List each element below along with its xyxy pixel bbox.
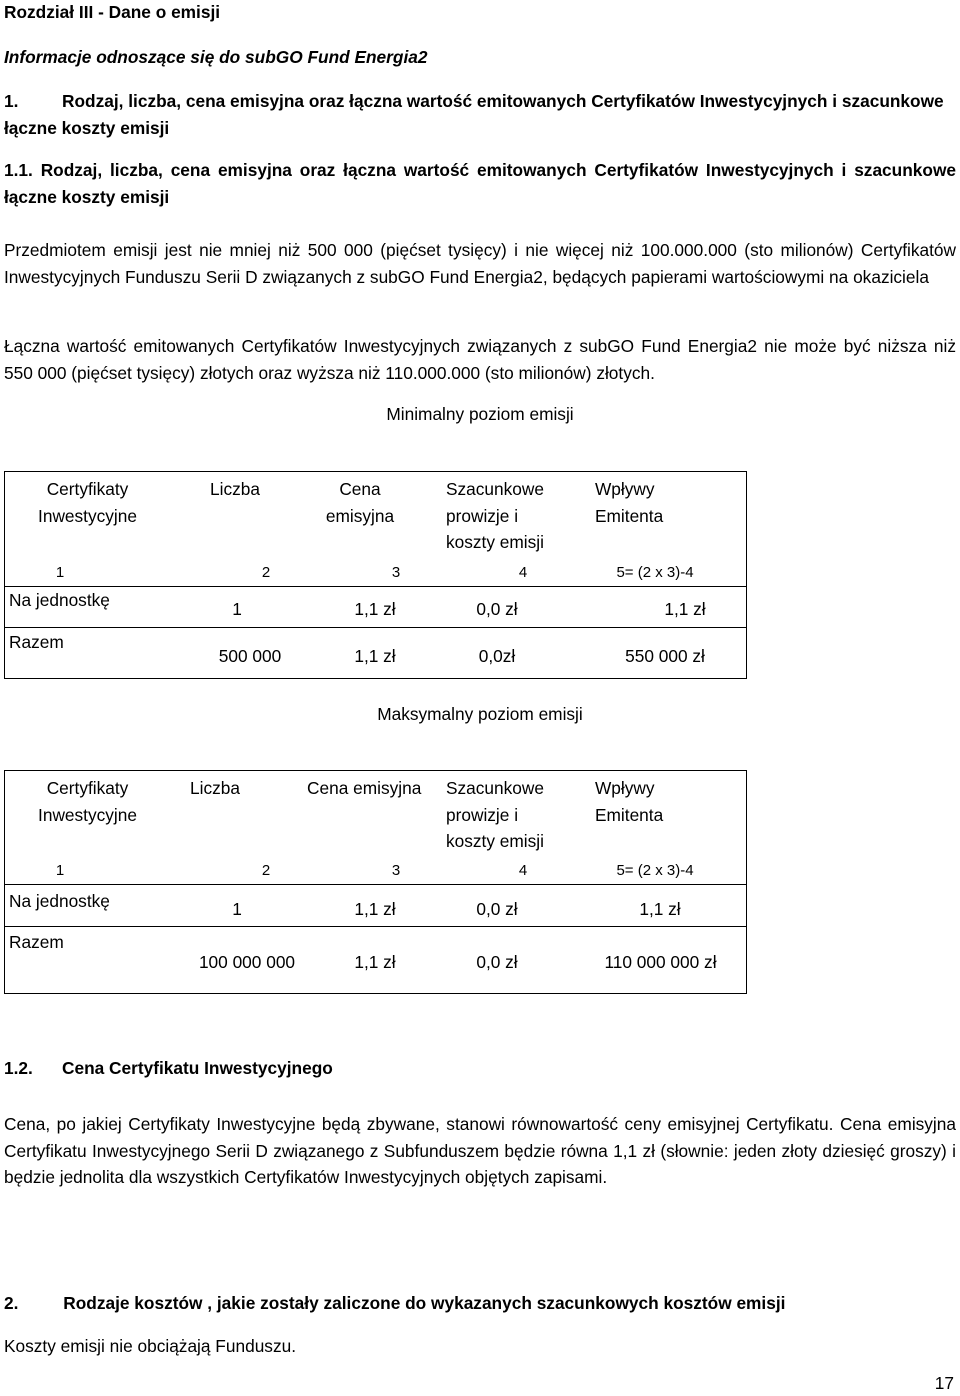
row-unit-wplywy: 1,1 zł [639,899,681,919]
col-number-2: 2 [261,564,271,581]
section-1-2-number: 1.2. [4,1058,33,1078]
row-unit-liczba: 1 [232,899,242,919]
max-table-caption: Maksymalny poziom emisji [377,704,583,724]
header-wplywy: Wpływy Emitenta [595,479,664,526]
header-koszty: Szacunkowe prowizje i koszty emisji [446,479,544,552]
row-unit-cena: 1,1 zł [354,599,396,619]
row-total-wplywy: 550 000 zł [625,646,705,666]
min-emission-table [4,471,747,679]
header-cena: Cena emisyjna [325,479,395,526]
row-total-liczba: 100 000 000 [198,952,296,972]
row-divider [5,627,746,628]
row-unit-wplywy: 1,1 zł [664,599,706,619]
header-liczba: Liczba [210,479,260,499]
row-total-label: Razem [9,632,64,652]
section-1-1-number: 1.1. [4,160,33,180]
subtitle: Informacje odnoszące się do subGO Fund Energia2 [4,47,428,67]
section-2-heading [4,1290,956,1317]
header-wplywy: Wpływy Emitenta [595,778,664,825]
section-1-number: 1. [4,91,19,111]
row-unit-label: Na jednostkę [9,590,110,610]
section-1-2-heading [4,1055,956,1082]
header-certyfikaty: Certyfikaty Inwestycyjne [38,479,137,526]
max-emission-table [4,770,747,994]
row-total-cena: 1,1 zł [354,646,396,666]
section-2-number: 2. [4,1293,19,1313]
header-certyfikaty: Certyfikaty Inwestycyjne [38,778,137,825]
row-total-cena: 1,1 zł [354,952,396,972]
paragraph-price: Cena, po jakiej Certyfikaty Inwestycyjne będą zbywane, stanowi równowartość ceny emisyjnej Certyfikatu. Cena emisyjna Certyfikatu Inwestycyjnego Serii D związanego z Subfunduszem będzie równa 1,1 zł (słownie: jeden złoty dziesięć groszy) i będzie jednolita dla wszystkich Certyfikatów Inwestycyjnych objętych zapisami. [4,1114,956,1187]
section-1-heading [4,88,956,141]
row-total-liczba: 500 000 [218,646,282,666]
min-table-caption: Minimalny poziom emisji [386,404,574,424]
row-total-wplywy: 110 000 000 zł [604,952,717,972]
section-1-title: Rodzaj, liczba, cena emisyjna oraz łączna wartość emitowanych Certyfikatów Inwestycyjnych i szacunkowe łączne koszty emisji [4,91,944,138]
chapter-title: Rozdział III - Dane o emisji [4,2,221,22]
row-divider [5,586,746,587]
section-1-2-title: Cena Certyfikatu Inwestycyjnego [62,1058,333,1078]
row-total-koszty: 0,0 zł [476,952,518,972]
paragraph-total-value: Łączna wartość emitowanych Certyfikatów Inwestycyjnych związanych z subGO Fund Energia2 nie może być niższa niż 550 000 (pięćset tysięcy) złotych oraz wyższa niż 110.000.000 (sto milionów) złotych. [4,336,956,383]
header-cena: Cena emisyjna [307,778,422,798]
page-number: 17 [934,1373,954,1393]
col-number-3: 3 [391,564,401,581]
paragraph-costs: Koszty emisji nie obciążają Funduszu. [4,1336,297,1356]
col-number-3: 3 [391,862,401,879]
header-liczba: Liczba [190,778,240,798]
row-total-koszty: 0,0zł [478,646,516,666]
col-number-1: 1 [55,862,65,879]
col-number-4: 4 [518,862,528,879]
section-2-title: Rodzaje kosztów , jakie zostały zaliczone do wykazanych szacunkowych kosztów emisji [63,1293,786,1313]
col-number-1: 1 [55,564,65,581]
row-unit-label: Na jednostkę [9,891,110,911]
row-divider [5,884,746,885]
row-unit-koszty: 0,0 zł [476,599,518,619]
section-1-1-heading [4,157,956,210]
col-number-5: 5= (2 x 3)-4 [616,564,694,581]
col-number-4: 4 [518,564,528,581]
row-unit-cena: 1,1 zł [354,899,396,919]
row-unit-liczba: 1 [232,599,242,619]
section-1-1-title: Rodzaj, liczba, cena emisyjna oraz łączna wartość emitowanych Certyfikatów Inwestycyjnych i szacunkowe łączne koszty emisji [4,160,957,207]
col-number-2: 2 [261,862,271,879]
header-koszty: Szacunkowe prowizje i koszty emisji [446,778,544,851]
col-number-5: 5= (2 x 3)-4 [616,862,694,879]
row-total-label: Razem [9,932,64,952]
paragraph-emission-subject: Przedmiotem emisji jest nie mniej niż 500 000 (pięćset tysięcy) i nie więcej niż 100.000.000 (sto milionów) Certyfikatów Inwestycyjnych Funduszu Serii D związanych z subGO Fund Energia2, będących papierami wartościowymi na okaziciela [4,240,956,287]
row-unit-koszty: 0,0 zł [476,899,518,919]
row-divider [5,926,746,927]
